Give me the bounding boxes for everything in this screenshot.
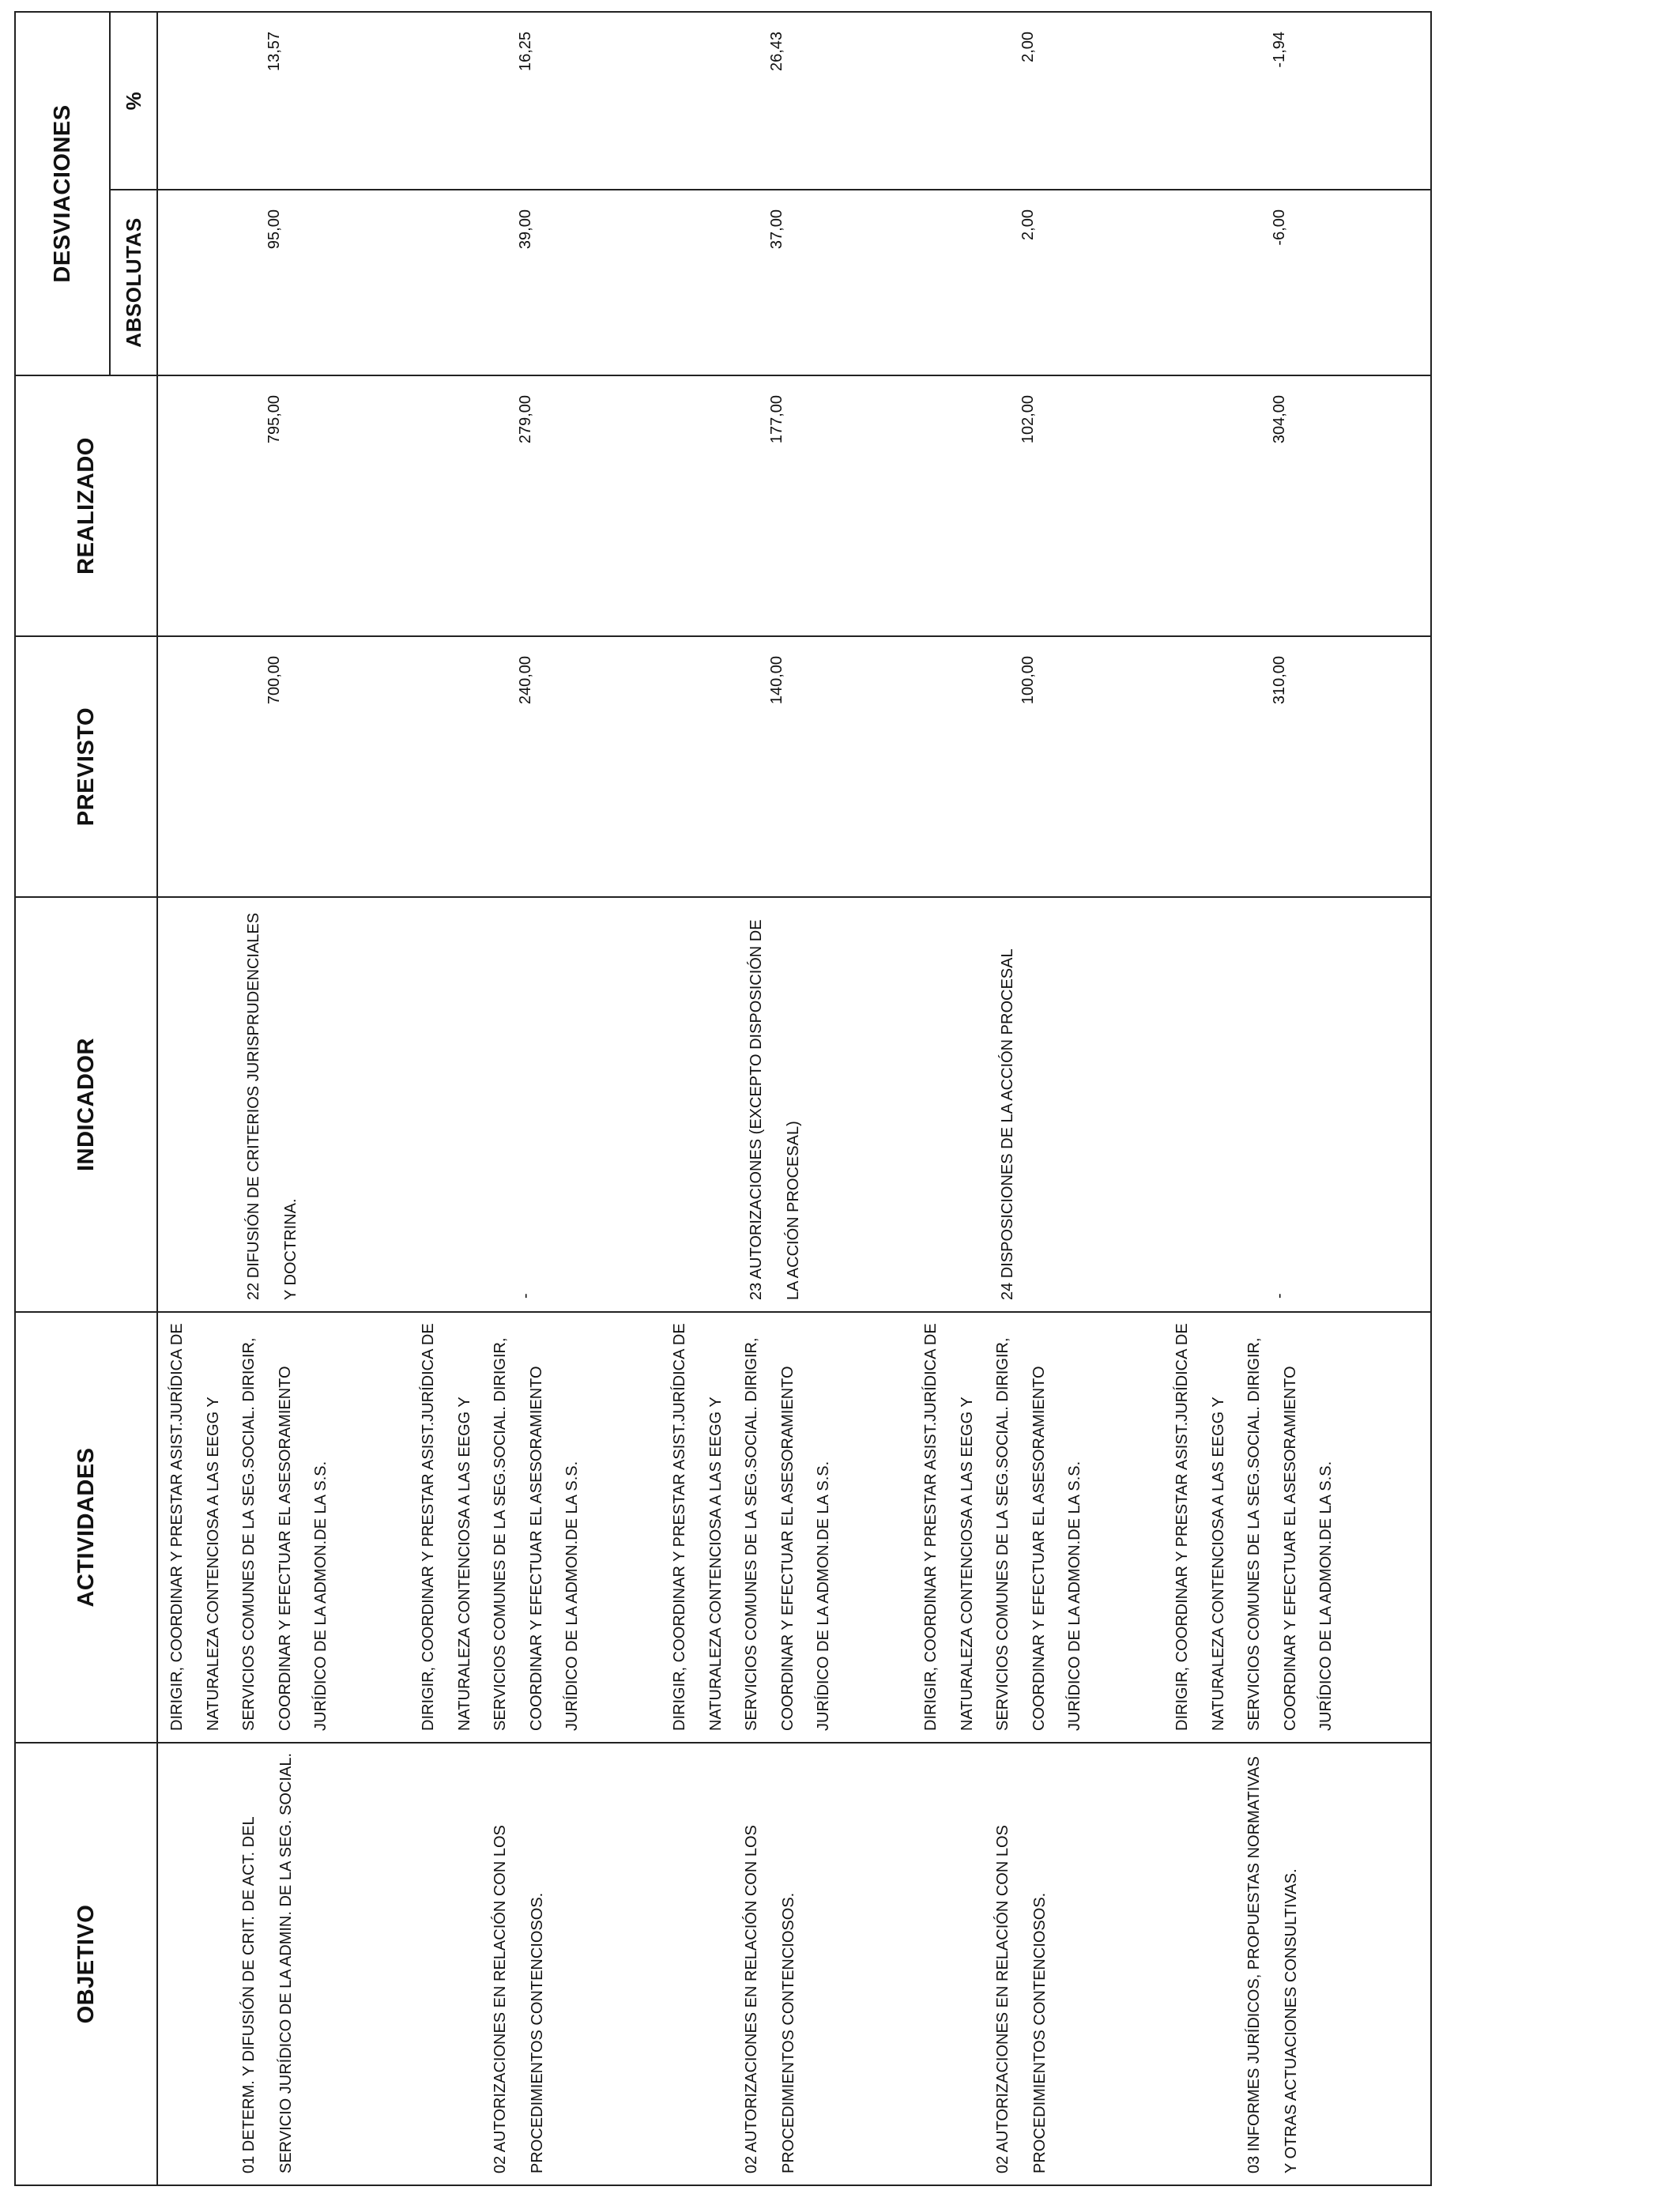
header-objetivo: OBJETIVO [15, 1743, 157, 2185]
previsto-value: 700,00 [266, 656, 283, 705]
header-porcentaje: % [110, 12, 157, 190]
actividades-cell: DIRIGIR, COORDINAR Y PRESTAR ASIST.JURÍDICA DE NATURALEZA CONTENCIOSA A LAS EEGG Y SERVICIOS COMUNES DE LA SEG.SOCIAL. DIRIGIR, COORDINAR Y EFECTUAR EL ASESORAMIENTO JURÍDICO DE LA ADMON.DE LA S.S. [420, 1323, 581, 1731]
absolutas-value: 95,00 [266, 209, 283, 250]
previsto-value: 240,00 [517, 656, 534, 705]
rotated-table-page [14, 13, 1381, 2186]
header-indicador: INDICADOR [15, 897, 157, 1312]
previsto-value: 140,00 [768, 656, 785, 705]
table-row [1163, 1744, 1430, 2185]
previsto-column [157, 636, 1431, 897]
realizado-value: 177,00 [768, 395, 785, 444]
realizado-column [157, 375, 1431, 636]
actividades-cell: DIRIGIR, COORDINAR Y PRESTAR ASIST.JURÍDICA DE NATURALEZA CONTENCIOSA A LAS EEGG Y SERVICIOS COMUNES DE LA SEG.SOCIAL. DIRIGIR, COORDINAR Y EFECTUAR EL ASESORAMIENTO JURÍDICO DE LA ADMON.DE LA S.S. [922, 1323, 1083, 1731]
previsto-value: 310,00 [1271, 656, 1288, 705]
header-realizado: REALIZADO [15, 375, 157, 636]
objetivo-cell: 01 DETERM. Y DIFUSIÓN DE CRIT. DE ACT. DEL SERVICIO JURÍDICO DE LA ADMIN. DE LA SEG. SOCIAL. [240, 1752, 295, 2173]
table-row [912, 1744, 1163, 2185]
previsto-value: 100,00 [1019, 656, 1037, 705]
objectives-table [14, 11, 1432, 2186]
absolutas-value: 2,00 [1019, 209, 1037, 240]
porcentaje-value: 13,57 [266, 31, 283, 72]
indicador-column [157, 897, 1431, 1312]
absolutas-value: 39,00 [517, 209, 534, 250]
actividades-column [157, 1312, 1431, 1743]
objetivo-cell: 02 AUTORIZACIONES EN RELACIÓN CON LOS PROCEDIMIENTOS CONTENCIOSOS. [743, 1825, 797, 2173]
table-row [158, 1744, 409, 2185]
indicador-cell: 22 DIFUSIÓN DE CRITERIOS JURISPRUDENCIALES Y DOCTRINA. [245, 912, 299, 1300]
absolutas-value: 37,00 [768, 209, 785, 250]
actividades-cell: DIRIGIR, COORDINAR Y PRESTAR ASIST.JURÍDICA DE NATURALEZA CONTENCIOSA A LAS EEGG Y SERVICIOS COMUNES DE LA SEG.SOCIAL. DIRIGIR, COORDINAR Y EFECTUAR EL ASESORAMIENTO JURÍDICO DE LA ADMON.DE LA S.S. [671, 1323, 832, 1731]
indicador-cell: 23 AUTORIZACIONES (EXCEPTO DISPOSICIÓN DE LA ACCIÓN PROCESAL) [748, 919, 802, 1300]
header-desviaciones: DESVIACIONES [15, 12, 110, 375]
header-absolutas: ABSOLUTAS [110, 190, 157, 375]
table-row [661, 1744, 912, 2185]
realizado-value: 795,00 [266, 395, 283, 444]
header-actividades: ACTIVIDADES [15, 1312, 157, 1743]
indicador-cell: 24 DISPOSICIONES DE LA ACCIÓN PROCESAL [999, 948, 1016, 1300]
porcentaje-value: 2,00 [1019, 31, 1037, 62]
porcentaje-value: -1,94 [1271, 31, 1288, 68]
realizado-value: 279,00 [517, 395, 534, 444]
table-row [409, 1744, 661, 2185]
porcentaje-value: 26,43 [768, 31, 785, 72]
porcentaje-column [157, 12, 1431, 190]
indicador-cell: - [517, 1293, 534, 1299]
header-previsto: PREVISTO [15, 636, 157, 897]
actividades-cell: DIRIGIR, COORDINAR Y PRESTAR ASIST.JURÍDICA DE NATURALEZA CONTENCIOSA A LAS EEGG Y SERVICIOS COMUNES DE LA SEG.SOCIAL. DIRIGIR, COORDINAR Y EFECTUAR EL ASESORAMIENTO JURÍDICO DE LA ADMON.DE LA S.S. [168, 1323, 330, 1731]
porcentaje-value: 16,25 [517, 31, 534, 72]
actividades-cell: DIRIGIR, COORDINAR Y PRESTAR ASIST.JURÍDICA DE NATURALEZA CONTENCIOSA A LAS EEGG Y SERVICIOS COMUNES DE LA SEG.SOCIAL. DIRIGIR, COORDINAR Y EFECTUAR EL ASESORAMIENTO JURÍDICO DE LA ADMON.DE LA S.S. [1173, 1323, 1335, 1731]
objetivo-cell: 03 INFORMES JURÍDICOS, PROPUESTAS NORMATIVAS Y OTRAS ACTUACIONES CONSULTIVAS. [1245, 1756, 1300, 2173]
objetivo-column [157, 1743, 1431, 2185]
realizado-value: 102,00 [1019, 395, 1037, 444]
objetivo-cell: 02 AUTORIZACIONES EN RELACIÓN CON LOS PROCEDIMIENTOS CONTENCIOSOS. [994, 1825, 1049, 2173]
absolutas-value: -6,00 [1271, 209, 1288, 246]
absolutas-column [157, 190, 1431, 375]
indicador-cell: - [1271, 1293, 1288, 1299]
realizado-value: 304,00 [1271, 395, 1288, 444]
objetivo-cell: 02 AUTORIZACIONES EN RELACIÓN CON LOS PROCEDIMIENTOS CONTENCIOSOS. [492, 1825, 546, 2173]
